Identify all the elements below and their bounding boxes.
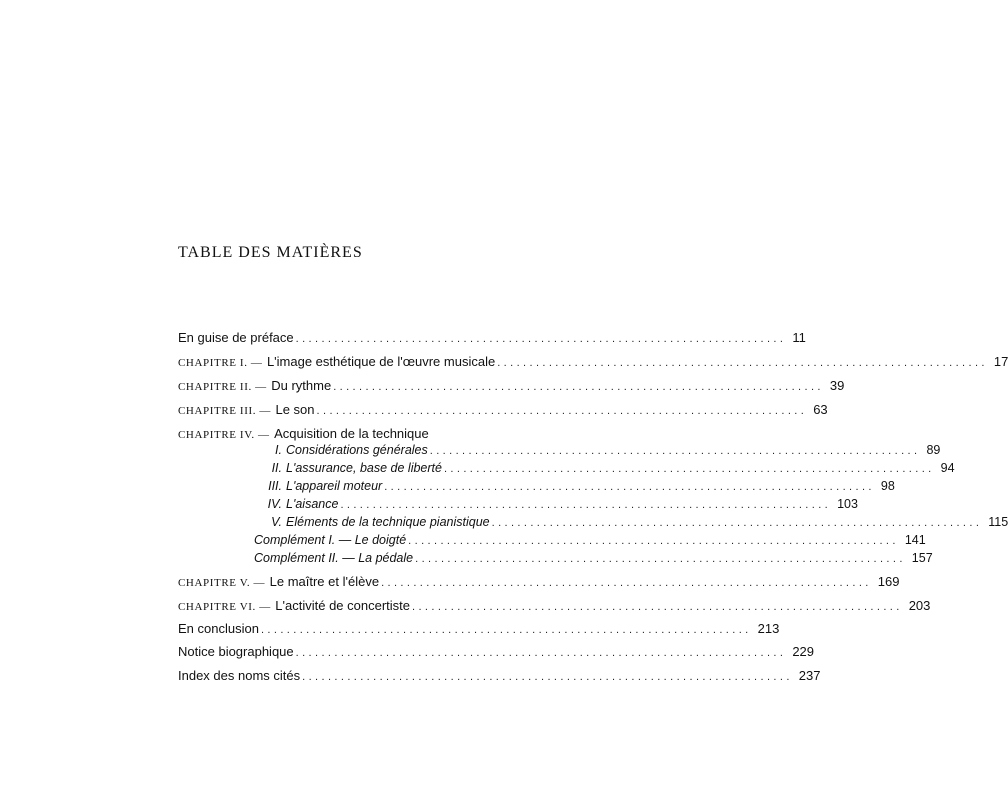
leader-dots: ............................................................................ (415, 553, 906, 565)
page-number: 89 (926, 443, 941, 457)
leader-dots: ............................................................................ (333, 381, 824, 393)
entry-label: L'activité de concertiste (275, 598, 411, 613)
leader-dots: ............................................................................ (497, 357, 988, 369)
entry-label: En guise de préface (178, 330, 294, 345)
roman-numeral: IV. (267, 497, 282, 511)
entry-label: Complément I. — Le doigté (254, 533, 407, 547)
page-number: 115 (988, 515, 1008, 529)
page-number: 63 (813, 402, 828, 417)
page-number: 11 (792, 330, 806, 345)
page-number: 213 (757, 621, 780, 636)
entry-label: Complément II. — La pédale (254, 551, 414, 565)
chapter-prefix: CHAPITRE IV. — (178, 429, 270, 441)
leader-dots: ............................................................................ (295, 333, 787, 345)
toc-entry-chapter-5 (178, 573, 900, 593)
leader-dots: ............................................................................ (302, 671, 793, 683)
entry-label: Du rythme (271, 378, 332, 393)
toc-entry-conclusion (178, 621, 780, 641)
subentry-title: L'appareil moteur (286, 479, 383, 493)
toc-subentry (254, 533, 926, 553)
subentry-title: Considérations générales (286, 443, 428, 457)
leader-dots: ............................................................................ (384, 481, 875, 493)
entry-label: Le son (275, 402, 315, 417)
toc-subentry (254, 461, 955, 481)
toc-entry-chapter-6 (178, 597, 931, 617)
leader-dots: ............................................................................ (443, 463, 935, 475)
page-number: 103 (837, 497, 858, 511)
chapter-prefix: CHAPITRE II. — (178, 381, 267, 393)
leader-dots: ............................................................................ (408, 535, 899, 547)
chapter-prefix: CHAPITRE I. — (178, 357, 263, 369)
subentry-title: L'assurance, base de liberté (286, 461, 442, 475)
leader-dots: ............................................................................ (260, 624, 752, 636)
page-number: 157 (911, 551, 933, 565)
entry-label: Le maître et l'élève (269, 574, 380, 589)
entry-label: L'image esthétique de l'œuvre musicale (266, 354, 496, 369)
page-number: 141 (904, 533, 926, 547)
roman-numeral: II. (271, 461, 282, 475)
toc-subentry (254, 497, 858, 517)
leader-dots: ............................................................................ (429, 445, 921, 457)
toc-entry-biography (178, 644, 815, 664)
chapter-prefix: CHAPITRE III. — (178, 405, 272, 417)
toc-subentry (254, 443, 941, 463)
page-number: 94 (940, 461, 955, 475)
page-number: 169 (877, 574, 900, 589)
leader-dots: ............................................................................ (295, 647, 787, 659)
toc-subentry (254, 551, 933, 571)
page-title: TABLE DES MATIÈRES (178, 244, 363, 261)
toc-entry-chapter-3 (178, 401, 828, 421)
toc-entry-chapter-1 (178, 353, 1008, 373)
roman-numeral: III. (268, 479, 282, 493)
toc-subentry (254, 479, 895, 499)
page-number: 98 (880, 479, 895, 493)
leader-dots: ............................................................................ (412, 601, 903, 613)
entry-label (254, 443, 428, 457)
entry-label: Index des noms cités (178, 668, 301, 683)
page-number: 229 (792, 644, 815, 659)
entry-label: Acquisition de la technique (274, 426, 429, 441)
leader-dots: ............................................................................ (340, 499, 832, 511)
page-number: 39 (829, 378, 845, 393)
leader-dots: ............................................................................ (316, 405, 808, 417)
leader-dots: ............................................................................ (491, 517, 983, 529)
toc-subentry (254, 515, 1008, 535)
page-number: 237 (798, 668, 821, 683)
chapter-prefix: CHAPITRE VI. — (178, 601, 271, 613)
roman-numeral: V. (271, 515, 282, 529)
entry-label (254, 515, 490, 529)
toc-entry-chapter-4 (178, 425, 584, 445)
entry-label (254, 461, 442, 475)
toc-entry-preface (178, 330, 806, 350)
subentry-title: Eléments de la technique pianistique (286, 515, 490, 529)
toc-entry-index (178, 668, 821, 688)
entry-label (254, 479, 382, 493)
chapter-prefix: CHAPITRE V. — (178, 577, 266, 589)
subentry-title: L'aisance (286, 497, 339, 511)
leader-dots: ............................................................................ (381, 577, 872, 589)
entry-label (254, 497, 338, 511)
toc-entry-chapter-2 (178, 377, 845, 397)
page-number: 203 (908, 598, 931, 613)
entry-label: En conclusion (178, 621, 259, 636)
entry-label: Notice biographique (178, 644, 294, 659)
page-number: 17 (993, 354, 1008, 369)
roman-numeral: I. (275, 443, 282, 457)
